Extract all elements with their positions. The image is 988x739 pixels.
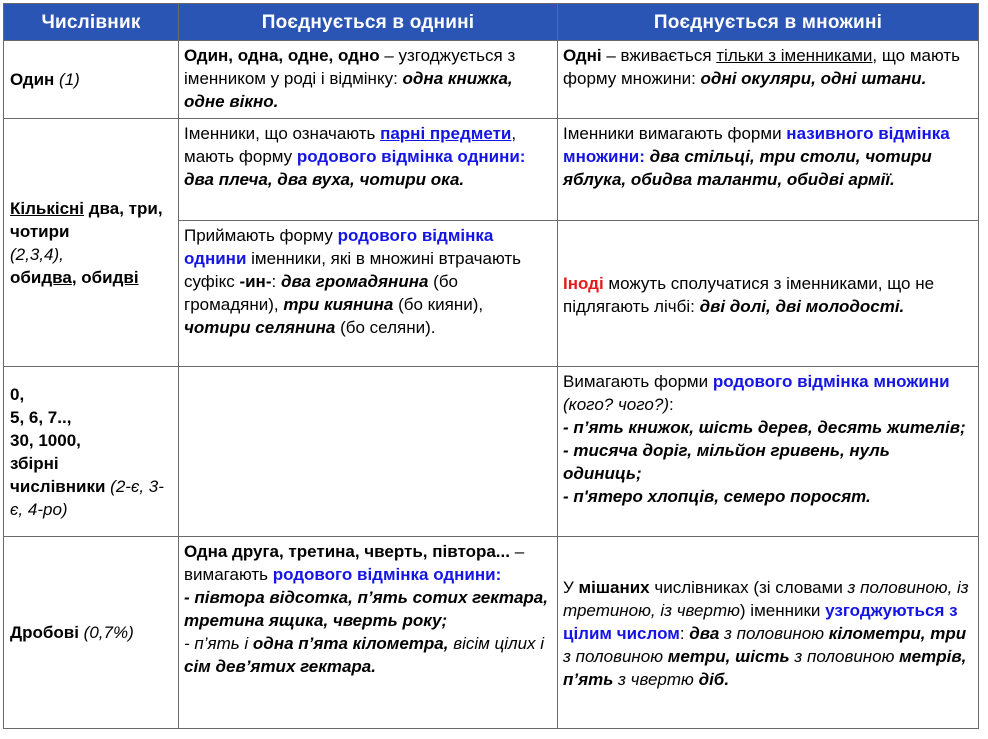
numeral-numbers: 0, 5, 6, 7.., 30, 1000, збірні числівники (2-є, 3-є, 4-ро) [4, 367, 179, 537]
cardinal-singular-cell-2: Приймають форму родового відмінка однини іменники, які в множині втрачають суфікс -ин-: два громадянина (бо громадяни), три киянина (бо кияни), чотири селянина (бо селяни). [179, 221, 558, 367]
fraction-singular-cell: Одна друга, третина, чверть, півтора... – вимагають родового відмінка однини: - півтора відсотка, п’ять сотих гектара, третина ящика, чверть року; - п’ять і одна п’ята кілометра, вісім цілих і сім дев’ятих гектара. [179, 537, 558, 729]
numeral-cardinal: Кількісні два, три, чотири (2,3,4), обидва, обидві [4, 119, 179, 367]
one-singular-cell: Один, одна, одне, одно – узгоджується з іменником у роді і відмінку: одна книжка, одне вікно. [179, 41, 558, 119]
one-plural-cell: Одні – вживається тільки з іменниками, що мають форму множини: одні окуляри, одні штани. [558, 41, 979, 119]
header-numeral: Числівник [4, 4, 179, 41]
header-singular: Поєднується в однині [179, 4, 558, 41]
cardinal-singular-cell-1: Іменники, що означають парні предмети, мають форму родового відмінка однини: два плеча, два вуха, чотири ока. [179, 119, 558, 221]
row-numbers [4, 367, 979, 537]
header-row [4, 4, 979, 41]
row-fraction [4, 537, 979, 729]
numbers-plural-cell: Вимагають форми родового відмінка множини (кого? чого?): - п’ять книжок, шість дерев, десять жителів; - тисяча доріг, мільйон гривень, нуль одиниць; - п'ятеро хлопців, семеро поросят. [558, 367, 979, 537]
fraction-plural-cell: У мішаних числівниках (зі словами з половиною, із третиною, із чвертю) іменники узгоджуються з цілим числом: два з половиною кілометри, три з половиною метри, шість з половиною метрів, п’ять з чвертю діб. [558, 537, 979, 729]
numerals-table [3, 3, 979, 729]
cardinal-plural-cell-2: Іноді можуть сполучатися з іменниками, що не підлягають лічбі: дві долі, дві молодості. [558, 221, 979, 367]
numbers-singular-cell [179, 367, 558, 537]
numeral-one: Один (1) [4, 41, 179, 119]
cardinal-plural-cell-1: Іменники вимагають форми називного відмінка множини: два стільці, три столи, чотири яблука, обидва таланти, обидві армії. [558, 119, 979, 221]
numeral-fraction: Дробові (0,7%) [4, 537, 179, 729]
row-cardinal-a [4, 119, 979, 221]
row-one [4, 41, 979, 119]
header-plural: Поєднується в множині [558, 4, 979, 41]
